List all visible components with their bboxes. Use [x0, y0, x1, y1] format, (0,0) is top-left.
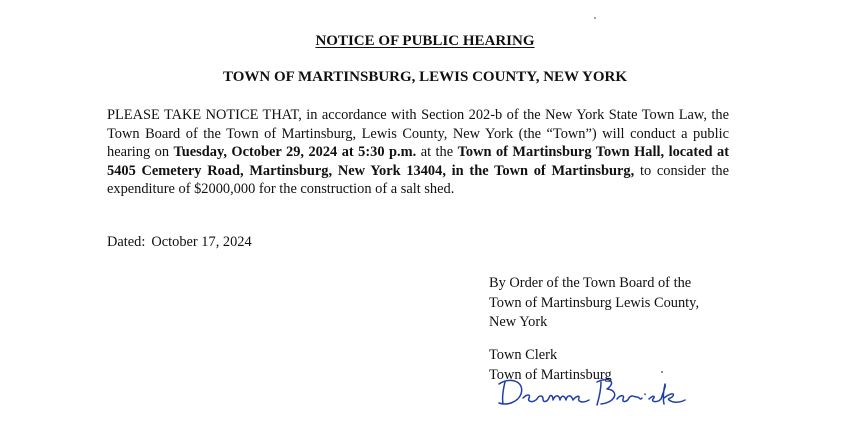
order-line-3: New York: [489, 314, 548, 330]
order-block: [489, 274, 739, 333]
notice-body-connector: at the: [416, 144, 458, 161]
clerk-title: Town Clerk: [489, 347, 558, 363]
town-title: TOWN OF MARTINSBURG, LEWIS COUNTY, NEW YORK: [223, 69, 627, 85]
order-line-2: Town of Martinsburg Lewis County,: [489, 294, 700, 311]
notice-title: NOTICE OF PUBLIC HEARING: [315, 33, 535, 49]
notice-body-intro: PLEASE TAKE NOTICE THAT, in accordance with Section 202-b of the New York State Town Law, the Town Board of the Town of Martinsburg, Lewis County, New York (the “Town”) will conduct a public hearing on: [107, 107, 729, 161]
handwritten-signature: [493, 370, 703, 412]
clerk-town: Town of Martinsburg: [489, 366, 612, 383]
scan-speck: [594, 17, 596, 19]
dated-label: Dated:: [107, 234, 146, 250]
dated-date: October 17, 2024: [151, 234, 252, 250]
order-line-1: By Order of the Town Board of the: [489, 275, 692, 291]
dated-line: [107, 234, 252, 251]
notice-body: [107, 106, 729, 199]
notice-body-purpose: to consider the expenditure of $2000,000 for the construction of a salt shed.: [107, 162, 729, 198]
hearing-date-time: Tuesday, October 29, 2024 at 5:30 p.m.: [173, 144, 417, 161]
hearing-location: Town of Martinsburg Town Hall, located at 5405 Cemetery Road, Martinsburg, New York 13404, in the Town of Martinsburg,: [107, 144, 729, 179]
